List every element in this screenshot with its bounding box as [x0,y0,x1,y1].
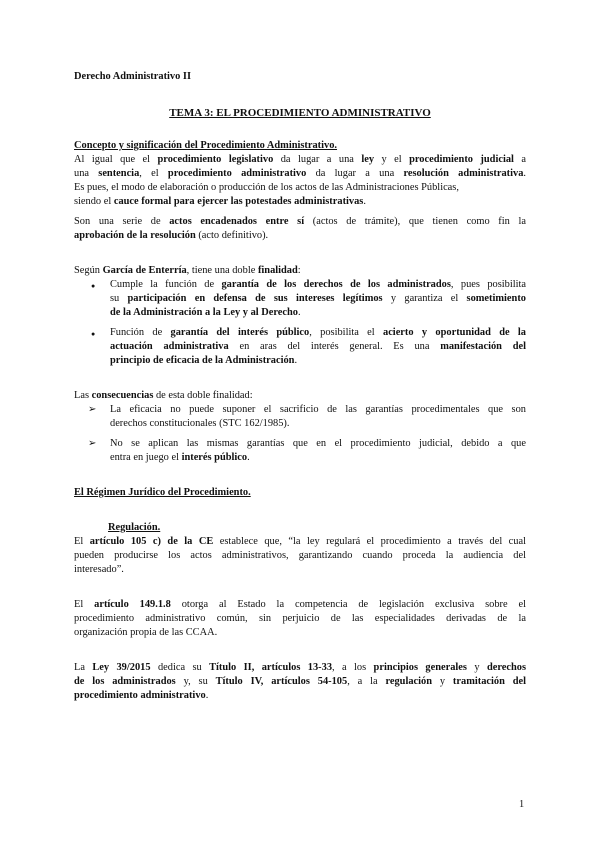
paragraph-line: La Ley 39/2015 dedica su Título II, artículos 13-33, a los principios generales y derechos [74,662,526,673]
list-item-line: Cumple la función de garantía de los derechos de los administrados, pues posibilita [110,279,526,290]
paragraph-line: organización propia de las CCAA. [74,627,218,638]
paragraph-line: siendo el cauce formal para ejercer las potestades administrativas. [74,196,366,207]
page-number: 1 [519,799,525,810]
paragraph-line: una sentencia, el procedimiento administrativo da lugar a una resolución administrativa. [74,168,526,179]
arrow-bullet-icon: ➢ [88,404,97,415]
list-item-line: de la Administración a la Ley y al Derecho. [110,307,301,318]
list-item-line: su participación en defensa de sus intereses legítimos y garantiza el sometimiento [110,293,526,304]
paragraph-line: Las consecuencias de esta doble finalidad: [74,390,253,401]
list-item-line: principio de eficacia de la Administración. [110,355,298,366]
paragraph-line: pueden producirse los actos administrativos, garantizando cuando proceda la audiencia del [74,550,526,561]
paragraph-line: Es pues, el modo de elaboración o producción de los actos de las Administraciones Públicas, [74,182,459,193]
bullet-icon: ● [91,282,96,290]
section-heading-regimen: El Régimen Jurídico del Procedimiento. [74,487,251,498]
paragraph-line: procedimiento administrativo común, sin perjuicio de las especialidades derivadas de la [74,613,526,624]
list-item-line: entra en juego el interés público. [110,452,250,463]
list-item-line: Función de garantía del interés público, posibilita el acierto y oportunidad de la [110,327,526,338]
paragraph-line: El artículo 149.1.8 otorga al Estado la competencia de legislación exclusiva sobre el [74,599,526,610]
list-item-line: derechos constitucionales (STC 162/1985). [110,418,290,429]
paragraph-line: El artículo 105 c) de la CE establece que, “la ley regulará el procedimiento a través del cual [74,536,526,547]
page-title: TEMA 3: EL PROCEDIMIENTO ADMINISTRATIVO [169,107,431,119]
paragraph-line: procedimiento administrativo. [74,690,209,701]
paragraph-line: Son una serie de actos encadenados entre sí (actos de trámite), que tienen como fin la [74,216,527,227]
arrow-bullet-icon: ➢ [88,438,97,449]
list-item-line: No se aplican las mismas garantías que en el procedimiento judicial, debido a que [110,438,526,449]
header: Derecho Administrativo II [74,71,191,82]
paragraph-line: Al igual que el procedimiento legislativo da lugar a una ley y el procedimiento judicial a [74,154,526,165]
paragraph-line: de los administrados y, su Título IV, artículos 54-105, a la regulación y tramitación del [74,676,526,687]
paragraph-line: interesado”. [74,564,124,575]
list-item-line: actuación administrativa en aras del interés general. Es una manifestación del [110,341,526,352]
list-item-line: La eficacia no puede suponer el sacrificio de las garantías procedimentales que son [110,404,526,415]
paragraph-line: Según García de Enterría, tiene una doble finalidad: [74,265,301,276]
section-heading-concepto: Concepto y significación del Procedimiento Administrativo. [74,140,338,151]
paragraph-line: aprobación de la resolución (acto definitivo). [74,230,269,241]
bullet-icon: ● [91,330,96,338]
subsection-heading: Regulación. [108,522,161,533]
